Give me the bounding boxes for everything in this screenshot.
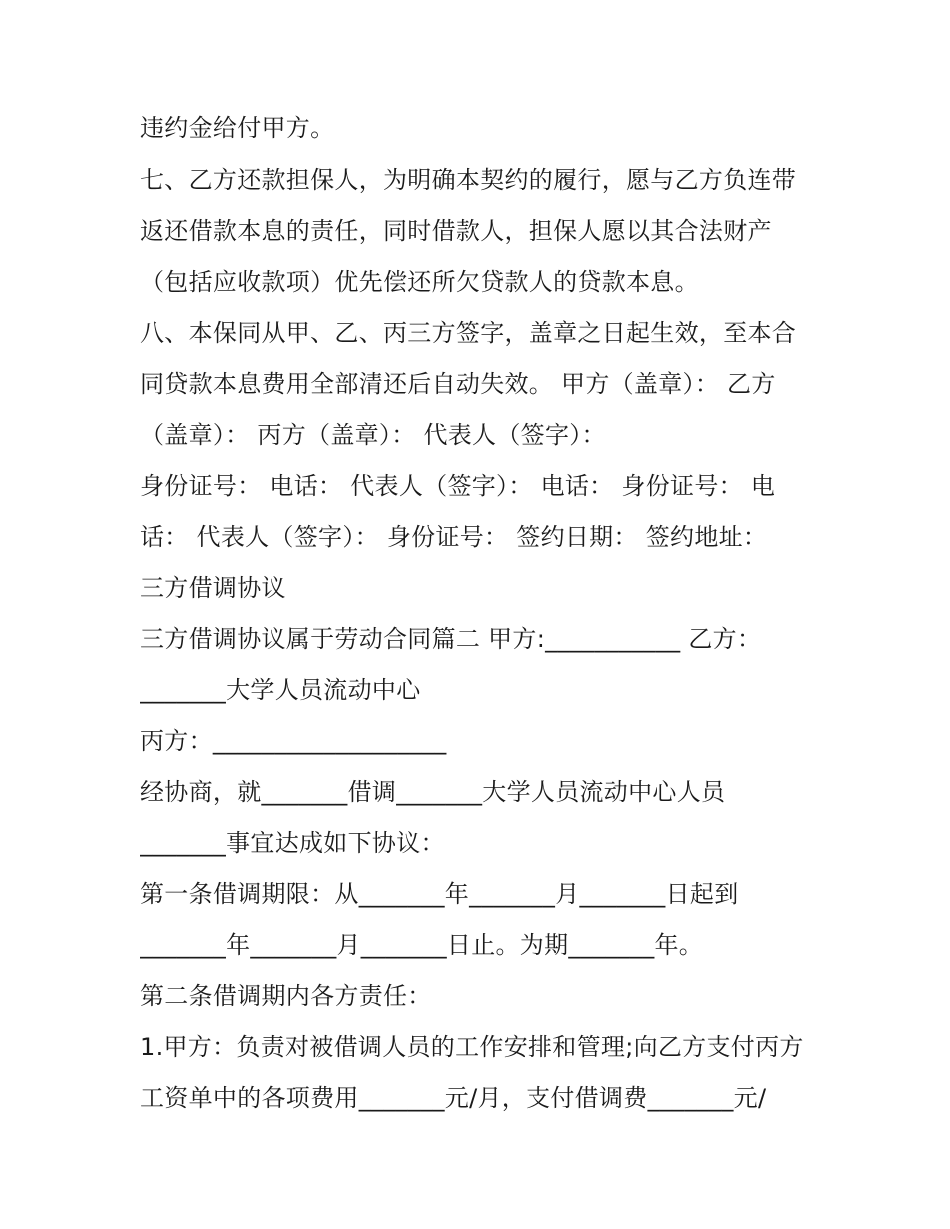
text-line: （盖章）： 丙方（盖章）： 代表人（签字）： [140,421,606,449]
text-line: 工资单中的各项费用_______元/月，支付借调费_______元/ [140,1084,767,1112]
text-line: 1.甲方：负责对被借调人员的工作安排和管理;向乙方支付丙方 [140,1033,804,1061]
text-line: 第一条借调期限：从_______年_______月_______日起到 [140,880,739,908]
text-line: 三方借调协议属于劳动合同篇二 甲方:___________ 乙方： [140,625,762,653]
text-line: 同贷款本息费用全部清还后自动失效。 甲方（盖章）： 乙方 [140,370,776,398]
text-line: 返还借款本息的责任，同时借款人，担保人愿以其合法财产 [140,217,772,245]
text-line: 八、本保同从甲、乙、丙三方签字，盖章之日起生效，至本合 [140,319,797,347]
text-line: _______事宜达成如下协议： [140,829,445,857]
text-line: 第二条借调期内各方责任： [140,982,432,1010]
text-line: 话： 代表人（签字）： 身份证号： 签约日期： 签约地址： [140,523,768,551]
text-line: 七、乙方还款担保人，为明确本契约的履行，愿与乙方负连带 [140,166,797,194]
text-line: 经协商，就_______借调_______大学人员流动中心人员 [140,778,726,806]
text-line: 身份证号： 电话： 代表人（签字）： 电话： 身份证号： 电 [140,472,776,500]
text-line: _______年_______月_______日止。为期_______年。 [140,931,704,959]
text-line: （包括应收款项）优先偿还所欠贷款人的贷款本息。 [140,268,699,296]
text-line: 丙方：___________________ [140,727,447,755]
text-line: _______大学人员流动中心 [140,676,421,704]
section-title: 三方借调协议 [140,574,286,602]
text-line: 违约金给付甲方。 [140,114,335,142]
